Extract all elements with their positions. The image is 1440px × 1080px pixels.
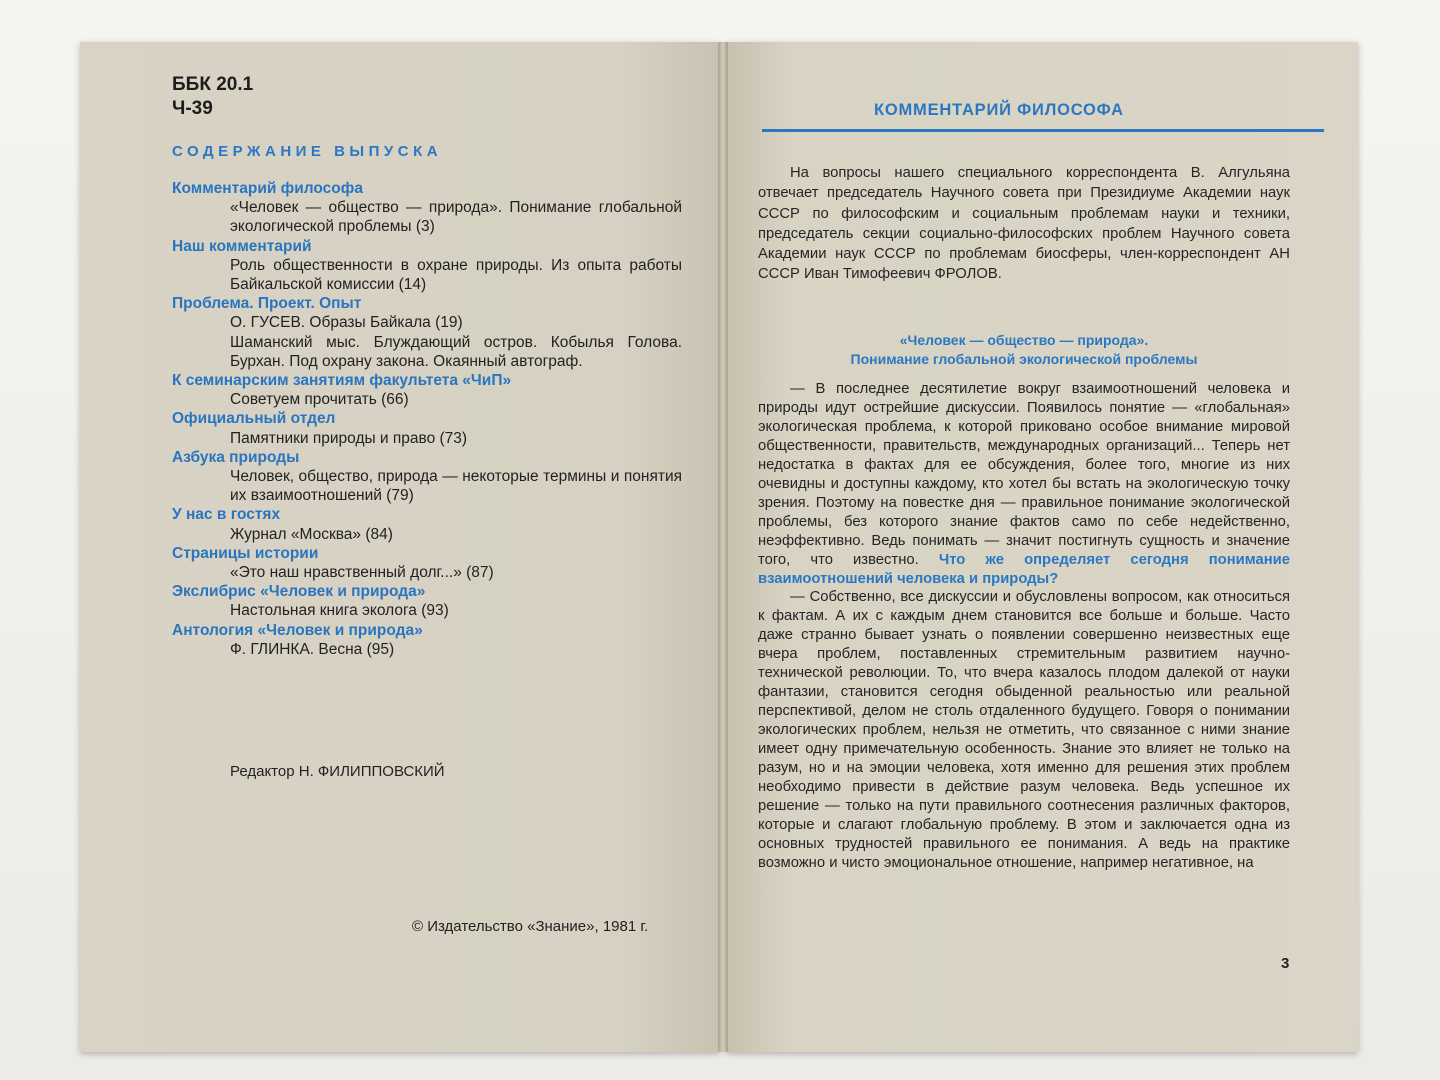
heading-rule xyxy=(762,129,1324,132)
catalog-codes xyxy=(172,73,253,121)
article-paragraph xyxy=(758,380,1290,588)
toc-entry: Журнал «Москва» (84) xyxy=(230,525,393,543)
toc-entry: Роль общественности в охране природы. Из опыта работы Байкальской комиссии (14) xyxy=(230,256,682,294)
editor-credit: Редактор Н. ФИЛИППОВСКИЙ xyxy=(230,763,445,780)
toc-entry: «Человек — общество — природа». Понимание глобальной экологической проблемы (3) xyxy=(230,199,682,236)
index-code: Ч-39 xyxy=(172,98,213,119)
toc-entry: Настольная книга эколога (93) xyxy=(230,602,449,620)
article-paragraph: — Собственно, все дискуссии и обусловлены вопросом, как относиться к фактам. А их с каждым днем становится все больше и больше. Часто даже странно бывает узнать о появлении совершенно неизвестных еще вчера проблем, поставленных стремительным развитием научно-технической революции. То, что вчера казалось плодом далекой от науки фантазии, становится сегодня обыденной реальностью или реальной перспективой, делом не столь отдаленного будущего. Говоря о понимании экологических проблем, нельзя не отметить, что связанное с ними знание имеет одну примечательную особенность. Знание это влияет не только на разум, но и на эмоции человека, хотя именно для решения этих проблем необходимо привести в действие разум человека. Ведь успешное их решение — только на пути правильного соотнесения различных факторов, которые и слагают глобальную проблему. В этом и заключается одна из основных трудностей правильного ее понимания. А ведь на практике возможно и чисто эмоциональное отношение, например негативное, на xyxy=(758,589,1290,871)
toc-section: Официальный отдел xyxy=(172,410,336,428)
toc-entry: Человек, общество, природа — некоторые термины и понятия их взаимоотношений (79) xyxy=(230,468,682,505)
toc-section: Комментарий философа xyxy=(172,180,363,197)
toc-section: К семинарским занятиям факультета «ЧиП» xyxy=(172,372,512,390)
toc-entry: О. ГУСЕВ. Образы Байкала (19) xyxy=(230,314,463,332)
article-body xyxy=(758,380,1290,873)
toc-section: Антология «Человек и природа» xyxy=(172,621,423,639)
bbk-code: ББК 20.1 xyxy=(172,74,254,95)
intro-text: На вопросы нашего специального корреспондента В. Алгульяна отвечает председатель Научного совета при Президиуме Академии наук СССР по философским и социальным проблемам науки и техники, председатель секции социально-философских проблем Научного совета Академии наук СССР по проблемам биосферы, член-корреспондент АН СССР Иван Тимофеевич ФРОЛОВ. xyxy=(758,165,1290,283)
interview-question: Что же определяет сегодня понимание взаимоотношений человека и природы? xyxy=(758,551,1290,587)
toc-section: Страницы истории xyxy=(172,544,319,562)
book-gutter xyxy=(718,42,728,1052)
page-number: 3 xyxy=(1281,955,1290,972)
toc-section: Азбука природы xyxy=(172,448,300,466)
running-heading: КОММЕНТАРИЙ ФИЛОСОФА xyxy=(874,101,1124,119)
intro-paragraph xyxy=(758,163,1290,285)
toc-entry: Ф. ГЛИНКА. Весна (95) xyxy=(230,640,395,658)
toc-entry: Памятники природы и право (73) xyxy=(230,429,468,447)
toc-entry: Советуем прочитать (66) xyxy=(230,391,409,409)
toc-section: У нас в гостях xyxy=(172,506,281,524)
toc-section: Проблема. Проект. Опыт xyxy=(172,295,362,313)
article-title xyxy=(760,331,1288,369)
copyright-line: © Издательство «Знание», 1981 г. xyxy=(412,918,649,935)
paragraph-text: — В последнее десятилетие вокруг взаимоотношений человека и природы идут острейшие дискуссии. Появилось понятие — «глобальная» экологическая проблема, к которой приковано особое внимание мировой общественности, правительств, международных организаций... Теперь нет недостатка в фактах для ее обсуждения, более того, многие из них очевидны и доступны каждому, кто хотел бы встать на экологическую точку зрения. Поэтому на повестке дня — правильное понимание экологической проблемы, без которого знание фактов само по себе недейственно, неэффективно. Ведь понимать — значит постигнуть сущность и значение того, что известно. xyxy=(758,381,1290,568)
table-of-contents xyxy=(172,179,682,659)
toc-entry: Шаманский мыс. Блуждающий остров. Кобылья Голова. Бурхан. Под охрану закона. Окаянный автограф. xyxy=(230,333,682,370)
article-title-line-2: Понимание глобальной экологической проблемы xyxy=(850,351,1198,367)
toc-entry: «Это наш нравственный долг...» (87) xyxy=(230,564,494,582)
article-title-line-1: «Человек — общество — природа». xyxy=(899,332,1149,348)
toc-title: СОДЕРЖАНИЕ ВЫПУСКА xyxy=(172,143,443,160)
toc-section: Экслибрис «Человек и природа» xyxy=(172,583,426,601)
toc-section: Наш комментарий xyxy=(172,237,312,255)
